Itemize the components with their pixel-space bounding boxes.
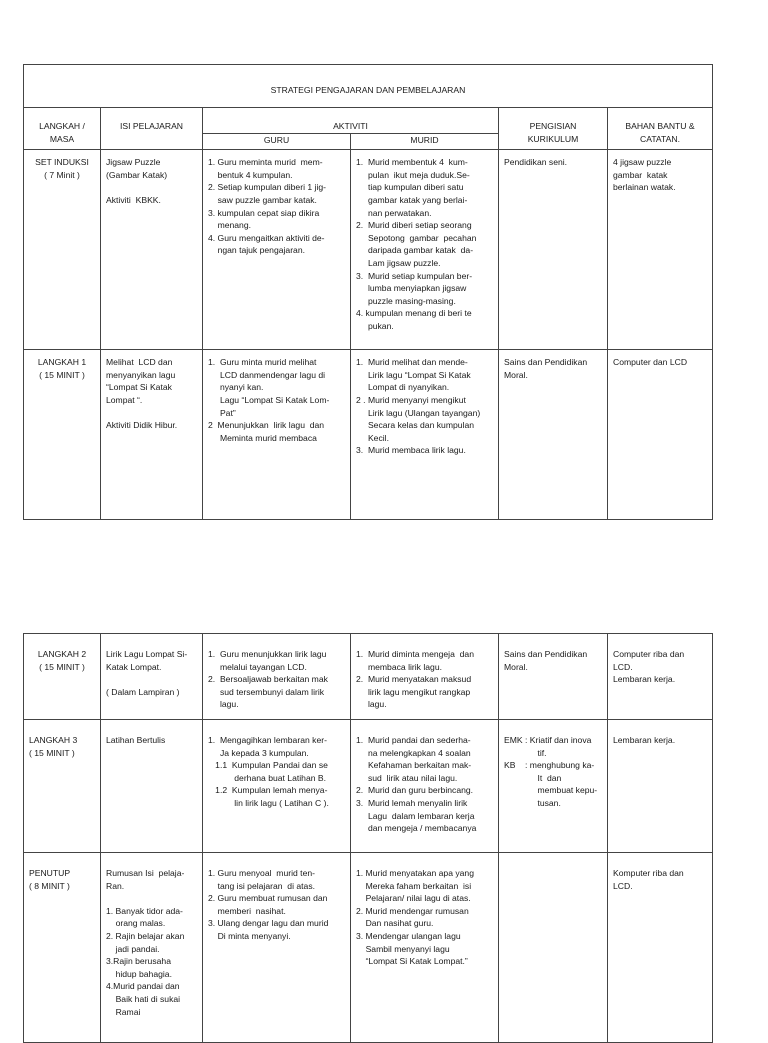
cell-isi: Jigsaw Puzzle (Gambar Katak) Aktiviti KBKK.	[101, 150, 203, 350]
lesson-plan-table-page1	[23, 64, 713, 520]
header-guru: GURU	[203, 133, 351, 150]
lesson-plan-table-page2	[23, 633, 713, 1043]
cell-langkah: LANGKAH 1 ( 15 MINIT )	[24, 350, 101, 520]
cell-bahan: Computer riba dan LCD. Lembaran kerja.	[608, 634, 713, 720]
cell-guru: 1. Mengagihkan lembaran ker- Ja kepada 3 kumpulan. 1.1 Kumpulan Pandai dan se derhana buat Latihan B. 1.2 Kumpulan lemah menya- lin lirik lagu ( Latihan C ).	[203, 720, 351, 853]
cell-langkah: LANGKAH 2 ( 15 MINIT )	[24, 634, 101, 720]
table-row	[24, 720, 713, 853]
table-row	[24, 634, 713, 720]
cell-guru: 1. Guru menunjukkan lirik lagu melalui tayangan LCD. 2. Bersoaljawab berkaitan mak sud tersembunyi dalam lirik lagu.	[203, 634, 351, 720]
cell-pengisian: Sains dan Pendidikan Moral.	[499, 350, 608, 520]
table-row	[24, 853, 713, 1043]
header-isi: ISI PELAJARAN	[101, 108, 203, 150]
table-title: STRATEGI PENGAJARAN DAN PEMBELAJARAN	[24, 65, 713, 108]
cell-pengisian	[499, 853, 608, 1043]
cell-pengisian: Pendidikan seni.	[499, 150, 608, 350]
header-langkah: LANGKAH / MASA	[24, 108, 101, 150]
cell-isi: Lirik Lagu Lompat Si- Katak Lompat. ( Dalam Lampiran )	[101, 634, 203, 720]
cell-murid: 1. Murid pandai dan sederha- na melengkapkan 4 soalan Kefahaman berkaitan mak- sud lirik atau nilai lagu. 2. Murid dan guru berbincang. 3. Murid lemah menyalin lirik Lagu dalam lembaran kerja dan mengeja / membacanya	[351, 720, 499, 853]
table-row	[24, 150, 713, 350]
cell-murid: 1. Murid menyatakan apa yang Mereka faham berkaitan isi Pelajaran/ nilai lagu di atas. 2. Murid mendengar rumusan Dan nasihat guru. 3. Mendengar ulangan lagu Sambil menyanyi lagu “Lompat Si Katak Lompat.”	[351, 853, 499, 1043]
cell-isi: Rumusan Isi pelaja- Ran. 1. Banyak tidor ada- orang malas. 2. Rajin belajar akan jadi pandai. 3.Rajin berusaha hidup bahagia. 4.Murid pandai dan Baik hati di sukai Ramai	[101, 853, 203, 1043]
cell-murid: 1. Murid membentuk 4 kum- pulan ikut meja duduk.Se- tiap kumpulan diberi satu gambar katak yang berlai- nan perwatakan. 2. Murid diberi setiap seorang Sepotong gambar pecahan daripada gambar katak da- Lam jigsaw puzzle. 3. Murid setiap kumpulan ber- lumba menyiapkan jigsaw puzzle masing-masing. 4. kumpulan menang di beri te pukan.	[351, 150, 499, 350]
cell-guru: 1. Guru minta murid melihat LCD danmendengar lagu di nyanyi kan. Lagu “Lompat Si Katak Lom- Pat” 2 Menunjukkan lirik lagu dan Meminta murid membaca	[203, 350, 351, 520]
header-pengisian: PENGISIAN KURIKULUM	[499, 108, 608, 150]
header-murid: MURID	[351, 133, 499, 150]
cell-pengisian: Sains dan Pendidikan Moral.	[499, 634, 608, 720]
cell-guru: 1. Guru menyoal murid ten- tang isi pelajaran di atas. 2. Guru membuat rumusan dan memberi nasihat. 3. Ulang dengar lagu dan murid Di minta menyanyi.	[203, 853, 351, 1043]
table-row	[24, 350, 713, 520]
header-bahan: BAHAN BANTU & CATATAN.	[608, 108, 713, 150]
cell-langkah: LANGKAH 3 ( 15 MINIT )	[24, 720, 101, 853]
cell-bahan: Lembaran kerja.	[608, 720, 713, 853]
cell-murid: 1. Murid melihat dan mende- Lirik lagu “Lompat Si Katak Lompat di nyanyikan. 2 . Murid menyanyi mengikut Lirik lagu (Ulangan tayangan) Secara kelas dan kumpulan Kecil. 3. Murid membaca lirik lagu.	[351, 350, 499, 520]
cell-murid: 1. Murid diminta mengeja dan membaca lirik lagu. 2. Murid menyatakan maksud lirik lagu mengikut rangkap lagu.	[351, 634, 499, 720]
header-aktiviti: AKTIVITI	[203, 108, 499, 134]
cell-bahan: Komputer riba dan LCD.	[608, 853, 713, 1043]
cell-langkah: PENUTUP ( 8 MINIT )	[24, 853, 101, 1043]
cell-guru: 1. Guru meminta murid mem- bentuk 4 kumpulan. 2. Setiap kumpulan diberi 1 jig- saw puzzle gambar katak. 3. kumpulan cepat siap dikira menang. 4. Guru mengaitkan aktiviti de- ngan tajuk pengajaran.	[203, 150, 351, 350]
cell-langkah: SET INDUKSI ( 7 Minit )	[24, 150, 101, 350]
cell-isi: Latihan Bertulis	[101, 720, 203, 853]
cell-pengisian: EMK : Kriatif dan inova tif. KB : menghubung ka- It dan membuat kepu- tusan.	[499, 720, 608, 853]
cell-isi: Melihat LCD dan menyanyikan lagu “Lompat Si Katak Lompat “. Aktiviti Didik Hibur.	[101, 350, 203, 520]
cell-bahan: Computer dan LCD	[608, 350, 713, 520]
cell-bahan: 4 jigsaw puzzle gambar katak berlainan watak.	[608, 150, 713, 350]
